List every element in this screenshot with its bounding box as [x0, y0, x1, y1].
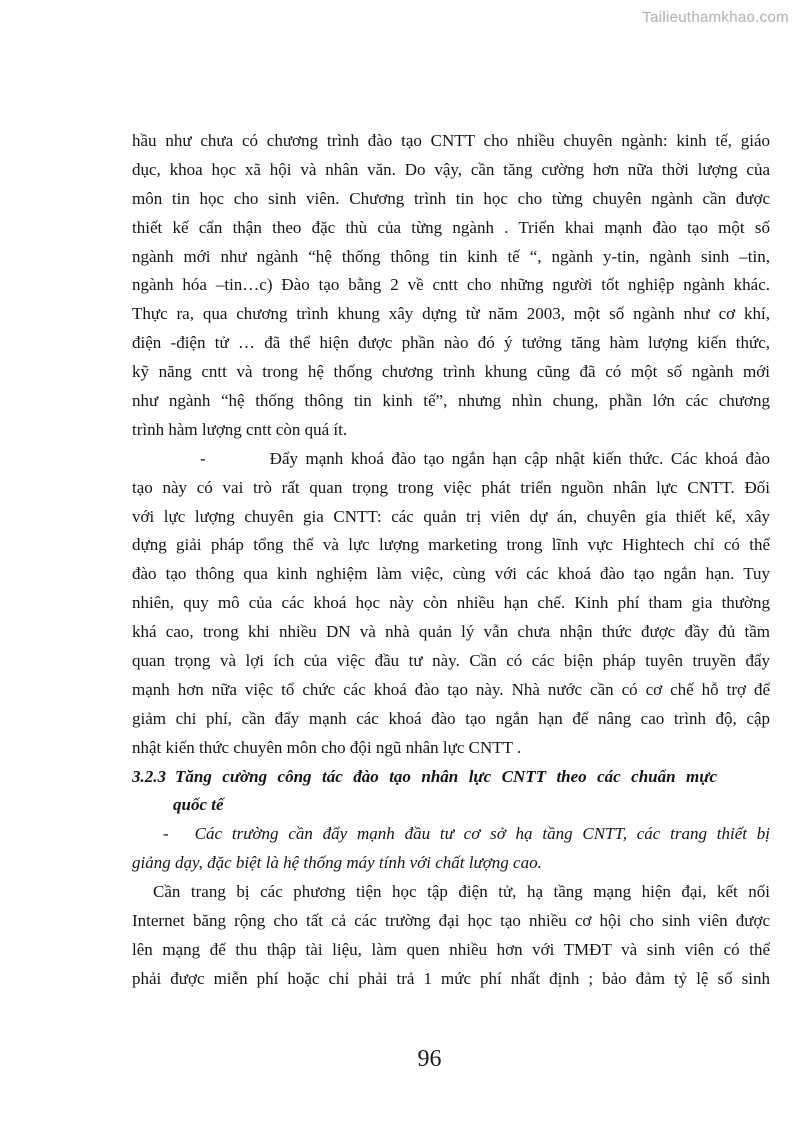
text-line: giảm chi phí, cần đẩy mạnh các khoá đào tạo ngắn hạn để nâng cao trình độ, cập	[132, 708, 770, 728]
text-line: nhiên, quy mô của các khoá học này còn nhiều hạn chế. Kinh phí tham gia thường	[132, 593, 770, 613]
bullet-dash: -	[163, 824, 169, 844]
paragraph-1	[132, 127, 770, 445]
text-line: phải được miễn phí hoặc chỉ phải trả 1 mức phí nhất định ; bảo đảm tỷ lệ số sinh	[132, 968, 770, 988]
text-line: quan trọng và lợi ích của việc đầu tư này. Cần có các biện pháp tuyên truyền đẩy	[132, 651, 770, 671]
watermark: Tailieuthamkhao.com	[642, 9, 789, 26]
text-line: với lực lượng chuyên gia CNTT: các quản trị viên dự án, chuyên gia thiết kế, xây	[132, 506, 770, 526]
text-line: đào tạo thông qua kinh nghiệm làm việc, cùng với các khoá đào tạo ngắn hạn. Tuy	[132, 564, 770, 584]
bullet-dash: -	[200, 448, 206, 468]
text-line: khá cao, trong khi nhiều DN và nhà quản lý vẫn chưa nhận thức được đầy đủ tầm	[132, 622, 770, 642]
text-line: nhật kiến thức chuyên môn cho đội ngũ nhân lực CNTT .	[132, 737, 522, 757]
text-line: môn tin học cho sinh viên. Chương trình tin học cho từng chuyên ngành cần được	[132, 188, 770, 208]
text-line: điện -điện tử … đã thể hiện được phần nào đó ý tưởng tăng hàm lượng kiến thức,	[132, 333, 770, 353]
text-line: dục, khoa học xã hội và nhân văn. Do vậy, cần tăng cường hơn nữa thời lượng của	[132, 159, 770, 179]
page-content	[132, 127, 770, 994]
page-number: 96	[417, 1046, 442, 1072]
text-line: Internet băng rộng cho tất cả các trường đại học tạo nhiều cơ hội cho sinh viên được	[132, 911, 770, 931]
heading-line: quốc tế	[173, 795, 224, 815]
text-line: ngành hóa –tin…c) Đào tạo bằng 2 về cntt cho những người tốt nghiệp ngành khác.	[132, 275, 770, 295]
bullet-text: Đẩy mạnh khoá đào tạo ngắn hạn cập nhật kiến thức. Các khoá đào	[269, 448, 770, 468]
text-line: lên mạng để thu thập tài liệu, làm quen nhiều hơn với TMĐT và sinh viên có thể	[132, 939, 770, 959]
text-line: hầu như chưa có chương trình đào tạo CNTT cho nhiều chuyên ngành: kinh tế, giáo	[132, 131, 770, 150]
heading-text: Tăng cường công tác đào tạo nhân lực CNTT theo các chuẩn mực	[175, 766, 717, 786]
paragraph-2	[132, 445, 770, 763]
text-line: kỹ năng cntt và trong hệ thống chương trình khung cũng đã có một số ngành mới	[132, 362, 770, 382]
bullet-line	[132, 445, 770, 474]
bullet-text: Các trường cần đẩy mạnh đầu tư cơ sở hạ tầng CNTT, các trang thiết bị	[194, 824, 770, 844]
text-line: Thực ra, qua chương trình khung xây dựng từ năm 2003, một số ngành như cơ khí,	[132, 304, 770, 324]
heading-line	[132, 763, 717, 792]
paragraph-3	[132, 820, 770, 878]
section-heading	[132, 763, 770, 821]
text-line: thiết kế cẩn thận theo đặc thù của từng ngành . Triển khai mạnh đào tạo một số	[132, 217, 770, 237]
text-line: mạnh hơn nữa việc tổ chức các khoá đào tạo này. Nhà nước cần có cơ chế hỗ trợ để	[132, 679, 770, 699]
text-line: Cần trang bị các phương tiện học tập điện tử, hạ tầng mạng hiện đại, kết nối	[153, 882, 770, 902]
text-line: tạo này có vai trò rất quan trọng trong việc phát triển nguồn nhân lực CNTT. Đối	[132, 477, 770, 497]
bullet-line	[132, 820, 770, 849]
heading-number: 3.2.3	[132, 766, 166, 786]
text-line: dựng giải pháp tổng thể và lực lượng marketing trong lĩnh vực Hightech chỉ có thể	[132, 535, 770, 555]
text-line: giảng dạy, đặc biệt là hệ thống máy tính với chất lượng cao.	[132, 853, 542, 873]
paragraph-4	[132, 878, 770, 994]
text-line: trình hàm lượng cntt còn quá ít.	[132, 419, 348, 439]
text-line: như ngành “hệ thống thông tin kinh tế”, nhưng nhìn chung, phần lớn các chương	[132, 391, 770, 411]
text-line: ngành mới như ngành “hệ thống thông tin kinh tế “, ngành y-tin, ngành sinh –tin,	[132, 246, 770, 266]
